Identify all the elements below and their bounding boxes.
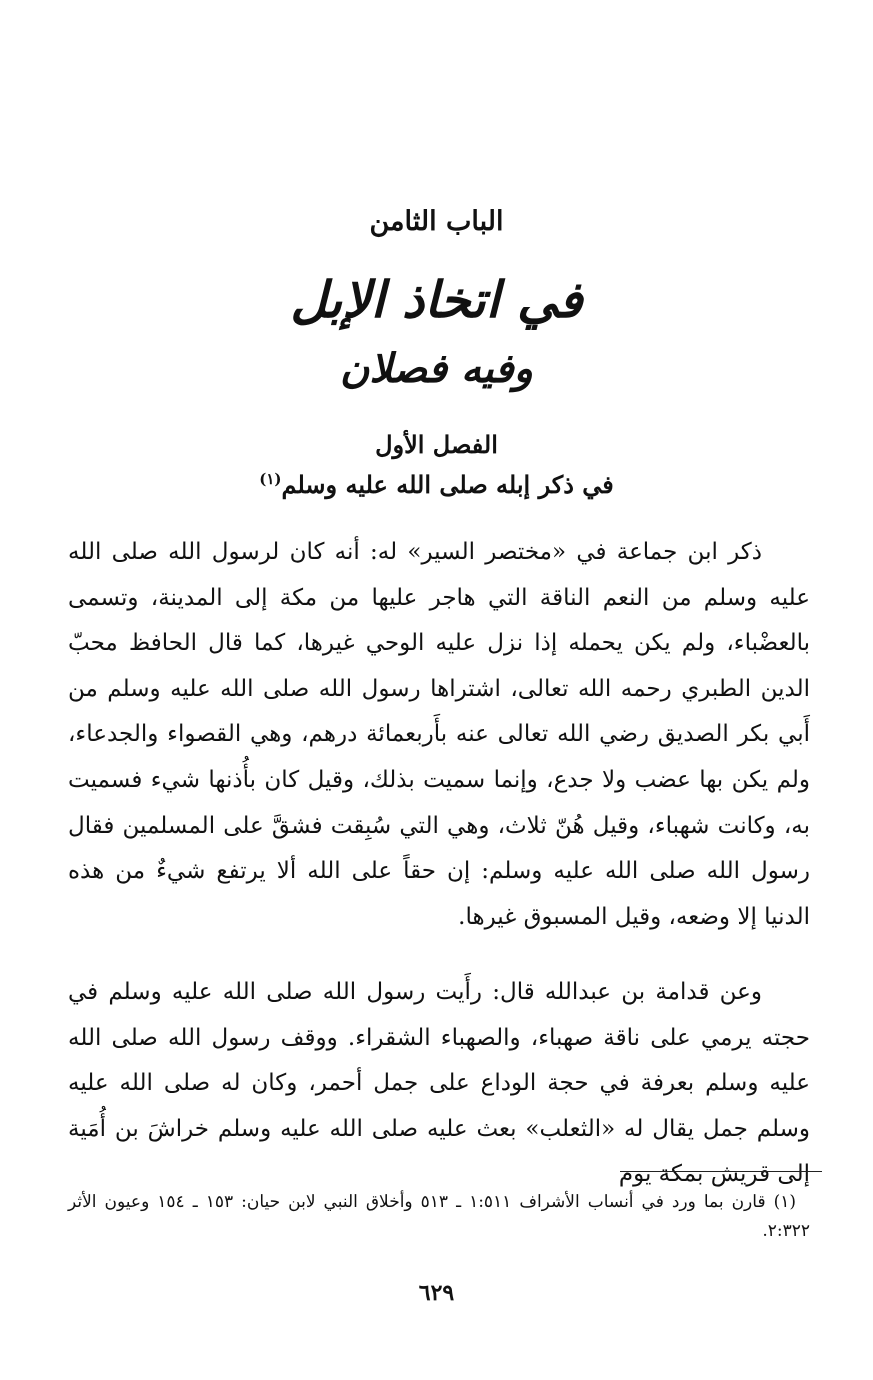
section-label: الفصل الأول [375, 430, 498, 459]
footnote-separator [620, 1171, 822, 1172]
body-paragraph-2 [68, 970, 810, 1198]
chapter-subtitle: وفيه فصلان [340, 345, 533, 392]
footnote [68, 1188, 810, 1246]
chapter-label: الباب الثامن [369, 206, 504, 237]
footnote-text: (١) قارن بما ورد في أنساب الأشراف ١:٥١١ ـ ٥١٣ وأخلاق النبي لابن حيان: ١٥٣ ـ ١٥٤ وعيون الأثر ٢:٣٢٢. [68, 1192, 810, 1241]
body-paragraph-1 [68, 530, 810, 940]
footnote-reference: (١) [259, 470, 282, 488]
section-title-line [0, 470, 873, 499]
page-number: ٦٢٩ [418, 1280, 455, 1306]
section-title: في ذكر إبله صلى الله عليه وسلم [281, 470, 614, 499]
paragraph-text: ذكر ابن جماعة في «مختصر السير» له: أنه كان لرسول الله صلى الله عليه وسلم من النعم الناقة التي هاجر عليها من مكة إلى المدينة، وتسمى بالعضْباء، ولم يكن يحمله إذا نزل عليه الوحي غيرها، كما قال الحافظ محبّ الدين الطبري رحمه الله تعالى، اشتراها رسول الله صلى الله عليه وسلم من أَبي بكر الصديق رضي الله تعالى عنه بأَربعمائة درهم، وهي القصواء والجدعاء، ولم يكن بها عضب ولا جدع، وإنما سميت بذلك، وقيل كان بأُذنها شيء فسميت به، وكانت شهباء، وقيل هُنّ ثلاث، وهي التي سُبِقت فشقَّ على المسلمين فقال رسول الله صلى الله عليه وسلم: إن حقاً على الله ألا يرتفع شيءٌ من هذه الدنيا إلا وضعه، وقيل المسبوق غيرها. [68, 539, 810, 930]
paragraph-text: وعن قدامة بن عبدالله قال: رأَيت رسول الله صلى الله عليه وسلم في حجته يرمي على ناقة صهباء، والصهباء الشقراء. ووقف رسول الله صلى الله عليه وسلم بعرفة في حجة الوداع على جمل أحمر، وكان له صلى الله عليه وسلم جمل يقال له «الثعلب» بعث عليه صلى الله عليه وسلم خراشَ بن أُمَية إلى قريش بمكة يوم [68, 979, 810, 1188]
chapter-title: في اتخاذ الإبل [290, 270, 583, 329]
